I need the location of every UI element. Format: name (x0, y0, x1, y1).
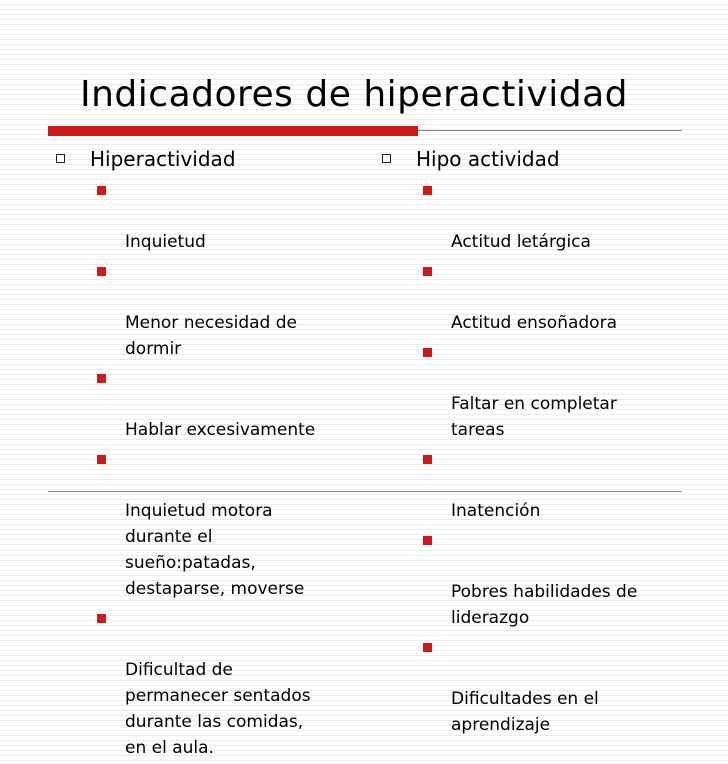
list-item (376, 339, 676, 443)
red-square-bullet-icon (423, 186, 432, 195)
red-square-bullet-icon (97, 186, 106, 195)
title-divider-accent (48, 126, 418, 136)
list-item (50, 258, 360, 362)
list-item-text: Actitud letárgica (451, 232, 591, 252)
red-square-bullet-icon (97, 614, 106, 623)
red-square-bullet-icon (423, 455, 432, 464)
red-square-bullet-icon (97, 267, 106, 276)
bottom-divider (48, 491, 682, 492)
right-heading: Hipo actividad (416, 147, 560, 171)
list-item (50, 177, 360, 255)
list-item (376, 177, 676, 255)
list-item-text: Menor necesidad de dormir (125, 313, 297, 359)
red-square-bullet-icon (97, 455, 106, 464)
left-column (50, 144, 360, 764)
list-item (50, 446, 360, 602)
title-divider (48, 126, 682, 136)
list-item-text: Inquietud motora durante el sueño:patadas, destaparse, moverse (125, 501, 305, 599)
list-item (376, 446, 676, 524)
title-divider-line (418, 130, 682, 131)
red-square-bullet-icon (423, 348, 432, 357)
list-item-text: Inatención (451, 501, 541, 521)
right-heading-item (376, 144, 676, 174)
right-column (376, 144, 676, 741)
list-item-text: Dificultad de permanecer sentados durante las comidas, en el aula. (125, 660, 311, 758)
list-item (376, 527, 676, 631)
red-square-bullet-icon (423, 643, 432, 652)
right-sublist (376, 177, 676, 738)
red-square-bullet-icon (423, 536, 432, 545)
list-item-text: Faltar en completar tareas (451, 394, 617, 440)
red-square-bullet-icon (97, 374, 106, 383)
left-heading: Hiperactividad (90, 147, 236, 171)
slide-title: Indicadores de hiperactividad (80, 74, 628, 115)
hollow-square-bullet-icon (382, 154, 391, 163)
hollow-square-bullet-icon (56, 154, 65, 163)
list-item (376, 634, 676, 738)
list-item-text: Hablar excesivamente (125, 420, 316, 440)
list-item (50, 605, 360, 761)
left-heading-item (50, 144, 360, 174)
red-square-bullet-icon (423, 267, 432, 276)
list-item-text: Dificultades en el aprendizaje (451, 689, 599, 735)
list-item-text: Pobres habilidades de liderazgo (451, 582, 638, 628)
list-item-text: Actitud ensoñadora (451, 313, 617, 333)
left-sublist (50, 177, 360, 761)
list-item-text: Inquietud (125, 232, 206, 252)
list-item (50, 365, 360, 443)
list-item (376, 258, 676, 336)
